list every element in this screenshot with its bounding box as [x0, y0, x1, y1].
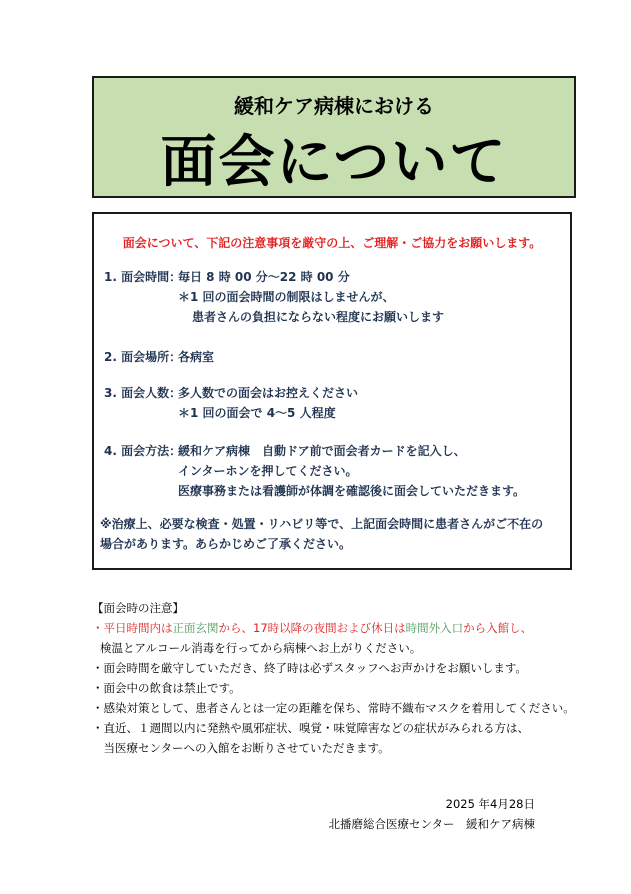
visiting-rules-box — [92, 212, 572, 570]
item-line: 患者さんの負担にならない程度にお願いします — [192, 310, 445, 324]
item-line: 各病室 — [178, 350, 215, 364]
item-label: 1. 面会時間： — [104, 270, 182, 284]
title-subtitle: 緩和ケア病棟における — [234, 94, 434, 118]
after-hours-entrance-text: 時間外入口 — [405, 621, 464, 635]
treatment-note-line: 場合があります。あらかじめご了承ください。 — [100, 537, 352, 551]
issue-date: 2025 年4月28日 — [445, 797, 535, 811]
organization-name: 北播磨総合医療センター 緩和ケア病棟 — [328, 817, 535, 831]
item-line: 緩和ケア病棟 自動ドア前で面会者カードを記入し、 — [178, 444, 466, 458]
main-entrance-text: 正面玄関 — [172, 621, 219, 635]
precaution-line: ・面会時間を厳守していただき、終了時は必ずスタッフへお声かけをお願いします。 — [92, 661, 527, 675]
text-segment: から、17時以降の夜間および休日は — [218, 621, 406, 635]
precaution-line: ・感染対策として、患者さんとは一定の距離を保ち、常時不織布マスクを着用してください。 — [92, 701, 575, 715]
precautions-heading: 【面会時の注意】 — [92, 601, 184, 615]
precaution-line: ・面会中の飲食は禁止です。 — [92, 681, 241, 695]
item-line: 医療事務または看護師が体調を確認後に面会していただきます。 — [178, 484, 526, 498]
item-line: 毎日 8 時 00 分～22 時 00 分 — [178, 270, 350, 284]
item-line: 多人数での面会はお控えください — [178, 386, 359, 400]
precaution-line: ・直近、１週間以内に発熱や風邪症状、嗅覚・味覚障害などの症状がみられる方は、 — [92, 721, 529, 735]
item-line: ＊1 回の面会時間の制限はしませんが、 — [178, 290, 395, 304]
text-segment: から入館し、 — [463, 621, 533, 635]
item-label: 2. 面会場所： — [104, 350, 182, 364]
precaution-line-entrance — [92, 620, 532, 636]
bullet: ・ — [92, 621, 104, 635]
precaution-line: 検温とアルコール消毒を行ってから病棟へお上がりください。 — [100, 641, 422, 655]
text-segment: 平日時間内は — [103, 621, 173, 635]
item-label: 3. 面会人数： — [104, 386, 182, 400]
intro-text: 面会について、下記の注意事項を厳守の上、ご理解・ご協力をお願いします。 — [122, 236, 542, 250]
item-line: インターホンを押してください。 — [178, 464, 358, 478]
page-title: 面会について — [160, 130, 508, 195]
item-line: ＊1 回の面会で 4～5 人程度 — [178, 406, 336, 420]
title-box — [92, 76, 576, 198]
treatment-note-line: ※治療上、必要な検査・処置・リハビリ等で、上記面会時間に患者さんがご不在の — [100, 517, 544, 531]
precaution-line: 当医療センターへの入館をお断りさせていただきます。 — [92, 741, 390, 755]
item-label: 4. 面会方法： — [104, 444, 182, 458]
